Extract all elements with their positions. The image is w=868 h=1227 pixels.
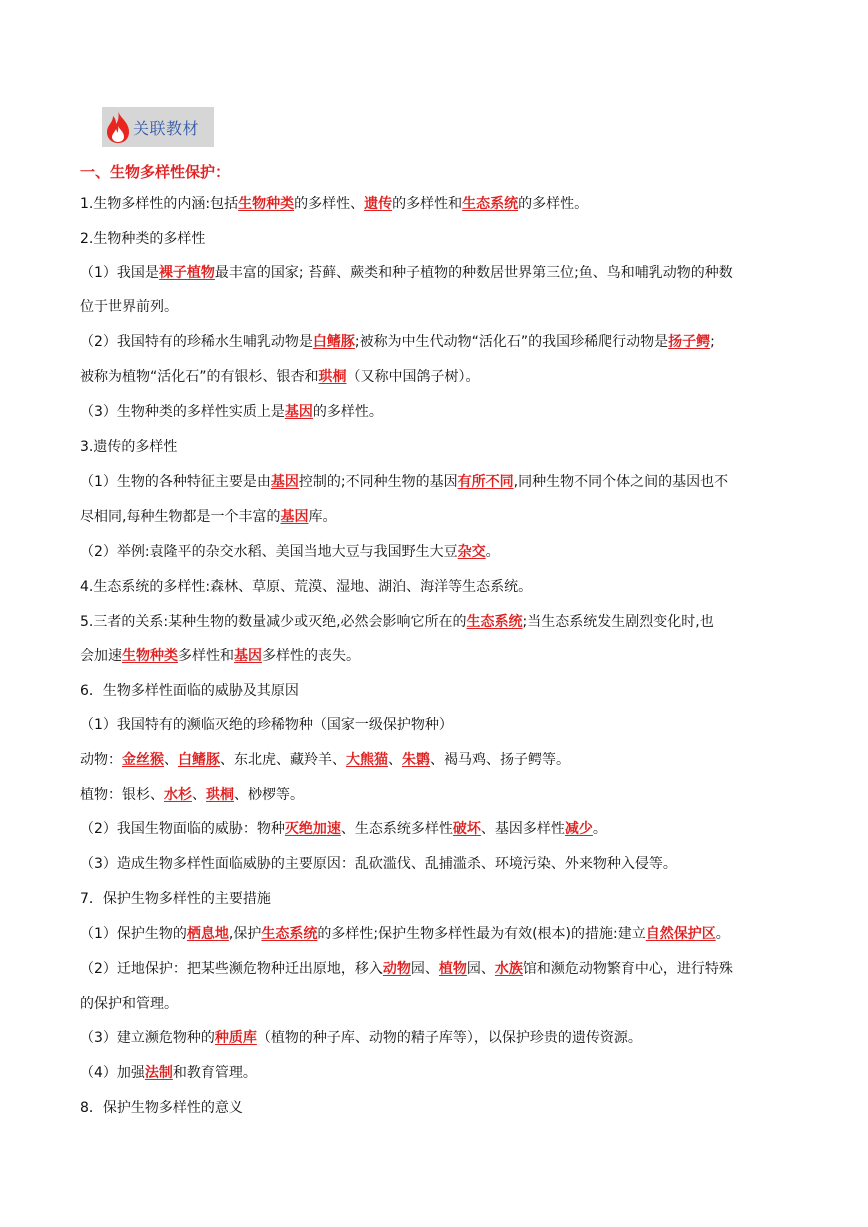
key-term: 杂交 (457, 544, 486, 560)
text-run: 会加速 (80, 648, 122, 664)
key-term: 灭绝加速 (284, 821, 341, 837)
text-line (80, 751, 570, 769)
text-run: 园、 (410, 961, 439, 977)
text-line (80, 1029, 642, 1047)
text-run: （2）举例:袁隆平的杂交水稻、美国当地大豆与我国野生大豆 (80, 544, 458, 560)
text-line (80, 855, 677, 873)
text-line (80, 368, 480, 386)
text-run: 被称为植物“活化石”的有银杉、银杏和 (80, 369, 319, 385)
text-run: （1）保护生物的 (80, 926, 187, 942)
key-term: 白鳍豚 (312, 334, 355, 350)
key-term: 种质库 (214, 1030, 257, 1046)
key-term: 珙桐 (206, 787, 234, 803)
key-term: 生物种类 (122, 648, 178, 664)
key-term: 生物种类 (238, 196, 295, 212)
text-run: 库。 (308, 509, 337, 525)
text-run: 、褐马鸡、扬子鳄等。 (430, 752, 570, 768)
key-term: 基因 (280, 509, 309, 525)
key-term: 生态系统 (261, 926, 318, 942)
text-line (80, 230, 205, 248)
text-line (80, 1099, 243, 1117)
text-line (80, 403, 383, 421)
text-run: 的保护和管理。 (80, 996, 178, 1012)
text-run: （3）造成生物多样性面临威胁的主要原因：乱砍滥伐、乱捕滥杀、环境污染、外来物种入侵等。 (80, 856, 677, 872)
text-run: 多样性的丧失。 (262, 648, 360, 664)
text-run: 、 (192, 787, 206, 803)
text-run: 的多样性。 (312, 404, 383, 420)
text-line (80, 820, 607, 838)
text-run: （2）我国特有的珍稀水生哺乳动物是 (80, 334, 313, 350)
text-run: 多样性和 (178, 648, 234, 664)
text-run: 园、 (466, 961, 495, 977)
text-run: ,同种生物不同个体之间的基因也不 (513, 474, 729, 490)
text-run: （1）我国是 (80, 265, 159, 281)
text-run: （2）迁地保护：把某些濒危物种迁出原地，移入 (80, 961, 383, 977)
text-run: （4）加强 (80, 1065, 145, 1081)
text-run: 1.生物多样性的内涵:包括 (80, 196, 239, 212)
text-run: 的多样性、 (294, 196, 365, 212)
text-run: 4.生态系统的多样性:森林、草原、荒漠、湿地、湖泊、海洋等生态系统。 (80, 579, 533, 595)
text-run: 、桫椤等。 (234, 787, 304, 803)
text-run: 、 (164, 752, 178, 768)
key-term: 珙桐 (318, 369, 347, 385)
text-line (80, 613, 714, 631)
text-run: 的多样性和 (392, 196, 463, 212)
key-term: 金丝猴 (122, 752, 164, 768)
text-run: 、 (388, 752, 402, 768)
text-run: 2.生物种类的多样性 (80, 231, 206, 247)
text-run: 最丰富的国家; 苔藓、蕨类和种子植物的种数居世界第三位;鱼、鸟和哺乳动物的种数 (214, 265, 733, 281)
text-run: （1）生物的各种特征主要是由 (80, 474, 271, 490)
text-run: （2）我国生物面临的威胁：物种 (80, 821, 285, 837)
text-run: 、基因多样性 (480, 821, 565, 837)
text-line (80, 682, 299, 700)
key-term: 自然保护区 (645, 926, 716, 942)
text-run: 5.三者的关系:某种生物的数量减少或灭绝,必然会影响它所在的 (80, 614, 467, 630)
flame-icon (105, 110, 131, 144)
text-line (80, 333, 715, 351)
text-line (80, 578, 532, 596)
text-line (80, 960, 733, 978)
key-term: 减少 (564, 821, 593, 837)
text-run: （3）生物种类的多样性实质上是 (80, 404, 285, 420)
text-line (80, 298, 178, 316)
key-term: 法制 (144, 1065, 173, 1081)
key-term: 生态系统 (462, 196, 519, 212)
key-term: 生态系统 (466, 614, 523, 630)
text-line (80, 890, 271, 908)
text-line (80, 647, 360, 665)
text-line (80, 995, 178, 1013)
text-run: （又称中国鸽子树）。 (346, 369, 480, 385)
text-run: 、生态系统多样性 (340, 821, 453, 837)
text-run: ;被称为中生代动物“活化石”的我国珍稀爬行动物是 (354, 334, 669, 350)
text-run: 植物：银杉、 (80, 787, 164, 803)
key-term: 水族 (494, 961, 523, 977)
related-textbook-badge (102, 107, 214, 147)
text-run: 、东北虎、藏羚羊、 (220, 752, 346, 768)
key-term: 有所不同 (457, 474, 514, 490)
text-run: 和教育管理。 (172, 1065, 257, 1081)
text-line (80, 925, 730, 943)
text-line (80, 786, 304, 804)
badge-label: 关联教材 (133, 118, 200, 138)
key-term: 白鳍豚 (178, 752, 220, 768)
text-run: 7．保护生物多样性的主要措施 (80, 891, 271, 907)
text-run: 动物： (80, 752, 122, 768)
text-run: 的多样性。 (518, 196, 589, 212)
key-term: 朱鹮 (402, 752, 430, 768)
key-term: 水杉 (164, 787, 192, 803)
text-run: （1）我国特有的濒临灭绝的珍稀物种（国家一级保护物种） (80, 717, 453, 733)
key-term: 基因 (270, 474, 299, 490)
text-line (80, 508, 336, 526)
key-term: 动物 (382, 961, 411, 977)
key-term: 基因 (234, 648, 262, 664)
text-run: 6．生物多样性面临的威胁及其原因 (80, 683, 299, 699)
key-term: 遗传 (364, 196, 393, 212)
text-line (80, 543, 500, 561)
text-run: 位于世界前列。 (80, 299, 178, 315)
text-run: 馆和濒危动物繁育中心，进行特殊 (522, 961, 733, 977)
text-run: 3.遗传的多样性 (80, 439, 178, 455)
text-run: 。 (485, 544, 500, 560)
key-term: 大熊猫 (346, 752, 388, 768)
text-line (80, 264, 733, 282)
section-title: 一、生物多样性保护： (80, 163, 231, 181)
text-run: （植物的种子库、动物的精子库等），以保护珍贵的遗传资源。 (256, 1030, 642, 1046)
text-line (80, 716, 453, 734)
text-run: ,保护 (228, 926, 262, 942)
text-run: （3）建立濒危物种的 (80, 1030, 215, 1046)
text-run: ;当生态系统发生剧烈变化时,也 (522, 614, 714, 630)
text-line (80, 438, 177, 456)
key-term: 扬子鳄 (668, 334, 711, 350)
text-run: 尽相同,每种生物都是一个丰富的 (80, 509, 281, 525)
text-line (80, 1064, 257, 1082)
text-line (80, 195, 588, 213)
key-term: 基因 (284, 404, 313, 420)
text-run: 。 (592, 821, 607, 837)
key-term: 破坏 (452, 821, 481, 837)
key-term: 植物 (438, 961, 467, 977)
text-line (80, 473, 728, 491)
text-run: 。 (715, 926, 730, 942)
text-run: ; (710, 334, 715, 350)
text-run: 的多样性;保护生物多样性最为有效(根本)的措施:建立 (317, 926, 646, 942)
text-run: 8．保护生物多样性的意义 (80, 1100, 243, 1116)
key-term: 裸子植物 (158, 265, 215, 281)
text-run: 控制的;不同种生物的基因 (298, 474, 458, 490)
key-term: 栖息地 (186, 926, 229, 942)
